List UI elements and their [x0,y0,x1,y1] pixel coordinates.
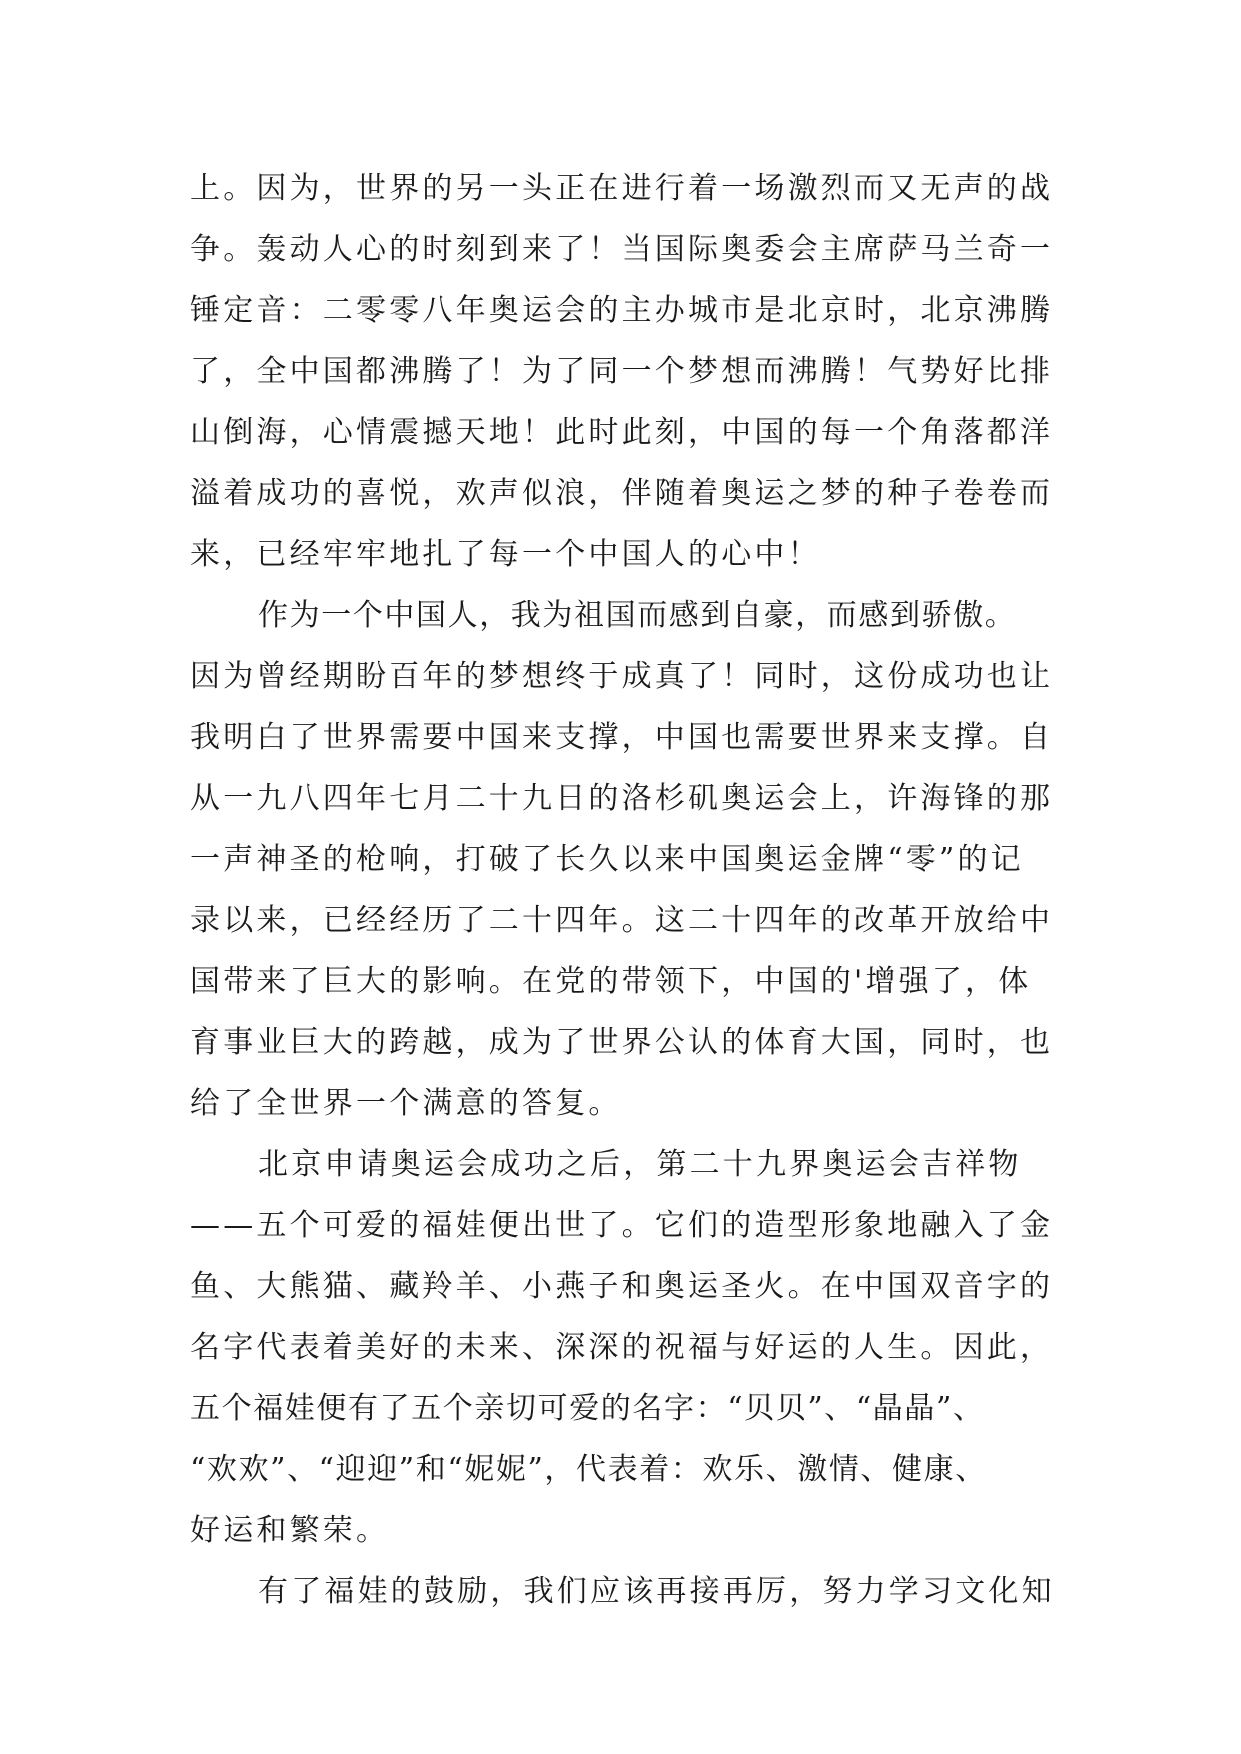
text-line: 从一九八四年七月二十九日的洛杉矶奥运会上，许海锋的那 [190,781,1054,816]
text-line: 给了全世界一个满意的答复。 [190,1086,622,1121]
text-line: 争。轰动人心的时刻到来了！当国际奥委会主席萨马兰奇一 [190,232,1054,267]
paragraph-3 [190,1134,1070,1561]
text-line: 北京申请奥运会成功之后，第二十九界奥运会吉祥物 [258,1147,1022,1182]
text-line: 五个福娃便有了五个亲切可爱的名字：“贝贝”、“晶晶”、 [190,1391,985,1426]
text-line: 因为曾经期盼百年的梦想终于成真了！同时，这份成功也让 [190,659,1054,694]
text-line: 名字代表着美好的未来、深深的祝福与好运的人生。因此， [190,1330,1054,1365]
text-line: 作为一个中国人，我为祖国而感到自豪，而感到骄傲。 [258,598,1017,633]
text-line: 我明白了世界需要中国来支撑，中国也需要世界来支撑。自 [190,720,1054,755]
text-line: 录以来，已经经历了二十四年。这二十四年的改革开放给中 [190,903,1054,938]
text-line: 好运和繁荣。 [190,1513,390,1548]
text-line: 一声神圣的枪响，打破了长久以来中国奥运金牌“零”的记 [190,842,1024,877]
text-line: 了，全中国都沸腾了！为了同一个梦想而沸腾！气势好比排 [190,354,1054,389]
text-line: 有了福娃的鼓励，我们应该再接再厉，努力学习文化知 [258,1574,1055,1609]
text-line: ——五个可爱的福娃便出世了。它们的造型形象地融入了金 [190,1208,1054,1243]
paragraph-4 [190,1561,1070,1622]
text-line: 国带来了巨大的影响。在党的带领下，中国的'增强了，体 [190,964,1032,999]
text-line: 鱼、大熊猫、藏羚羊、小燕子和奥运圣火。在中国双音字的 [190,1269,1054,1304]
text-line: 来，已经牢牢地扎了每一个中国人的心中！ [190,537,821,572]
paragraph-1 [190,158,1070,585]
text-line: 育事业巨大的跨越，成为了世界公认的体育大国，同时，也 [190,1025,1054,1060]
text-line: 上。因为，世界的另一头正在进行着一场激烈而又无声的战 [190,171,1054,206]
text-line: 山倒海，心情震撼天地！此时此刻，中国的每一个角落都洋 [190,415,1054,450]
text-line: 锤定音：二零零八年奥运会的主办城市是北京时，北京沸腾 [190,293,1054,328]
text-line: 溢着成功的喜悦，欢声似浪，伴随着奥运之梦的种子卷卷而 [190,476,1054,511]
text-line: “欢欢”、“迎迎”和“妮妮”，代表着：欢乐、激情、健康、 [190,1452,987,1487]
paragraph-2 [190,585,1070,1134]
document-body [190,158,1070,1622]
